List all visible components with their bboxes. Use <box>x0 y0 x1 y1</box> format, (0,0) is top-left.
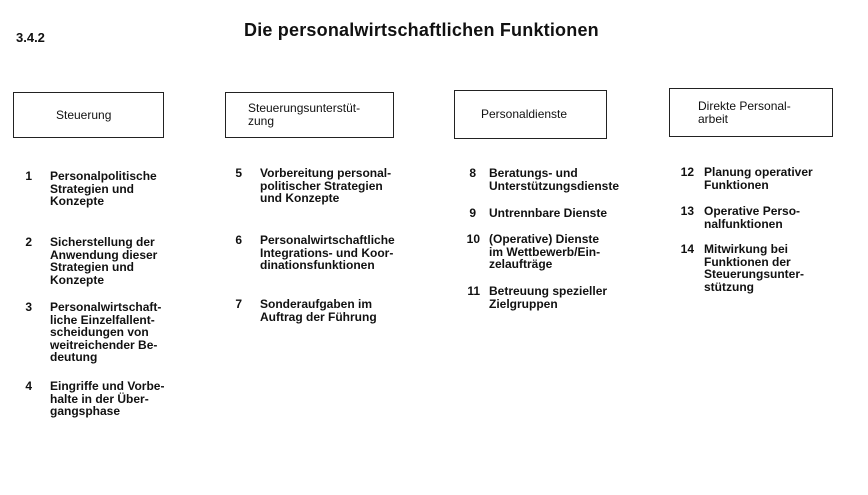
item-number: 14 <box>680 242 694 256</box>
column-heading-direkte-personalarbeit: Direkte Personal- arbeit <box>669 88 833 137</box>
item-number: 3 <box>25 300 32 314</box>
item-number: 10 <box>466 232 480 246</box>
item-text: Sicherstellung der Anwendung dieser Strategien und Konzepte <box>50 235 158 287</box>
item-text: Personalwirtschaftliche Integrations- und Koor- dinationsfunktionen <box>260 233 395 272</box>
item-text: Mitwirkung bei Funktionen der Steuerungsunter- stützung <box>704 242 805 294</box>
section-number: 3.4.2 <box>16 30 45 45</box>
column-heading-steuerungsunterstuetzung: Steuerungsunterstüt- zung <box>225 92 394 138</box>
item-text: Vorbereitung personal- politischer Strategien und Konzepte <box>260 166 392 205</box>
item-number: 4 <box>25 379 32 393</box>
item-text: Planung operativer Funktionen <box>704 165 813 192</box>
item-number: 2 <box>25 235 32 249</box>
item-number: 11 <box>467 284 480 298</box>
item-text: Operative Perso- nalfunktionen <box>704 204 801 231</box>
item-text: Betreuung spezieller Zielgruppen <box>489 284 608 311</box>
item-number: 6 <box>235 233 242 247</box>
column-heading-personaldienste: Personaldienste <box>454 90 607 139</box>
item-text: Sonderaufgaben im Auftrag der Führung <box>260 297 377 324</box>
page-title: Die personalwirtschaftlichen Funktionen <box>244 20 599 40</box>
item-text: Eingriffe und Vorbe- halte in der Über- gangsphase <box>50 379 165 418</box>
item-number: 13 <box>680 204 694 218</box>
item-text: (Operative) Dienste im Wettbewerb/Ein- zelaufträge <box>489 232 601 271</box>
item-number: 12 <box>680 165 694 179</box>
item-text: Personalwirtschaft- liche Einzelfallent- scheidungen von weitreichender Be- deutung <box>50 300 162 364</box>
item-number: 1 <box>25 169 32 183</box>
item-number: 7 <box>235 297 242 311</box>
item-number: 9 <box>469 206 476 220</box>
column-heading-steuerung: Steuerung <box>13 92 164 138</box>
item-number: 5 <box>235 166 242 180</box>
item-text: Beratungs- und Unterstützungsdienste <box>489 166 620 193</box>
item-text: Untrennbare Dienste <box>489 206 608 220</box>
item-text: Personalpolitische Strategien und Konzepte <box>50 169 157 208</box>
item-number: 8 <box>469 166 476 180</box>
